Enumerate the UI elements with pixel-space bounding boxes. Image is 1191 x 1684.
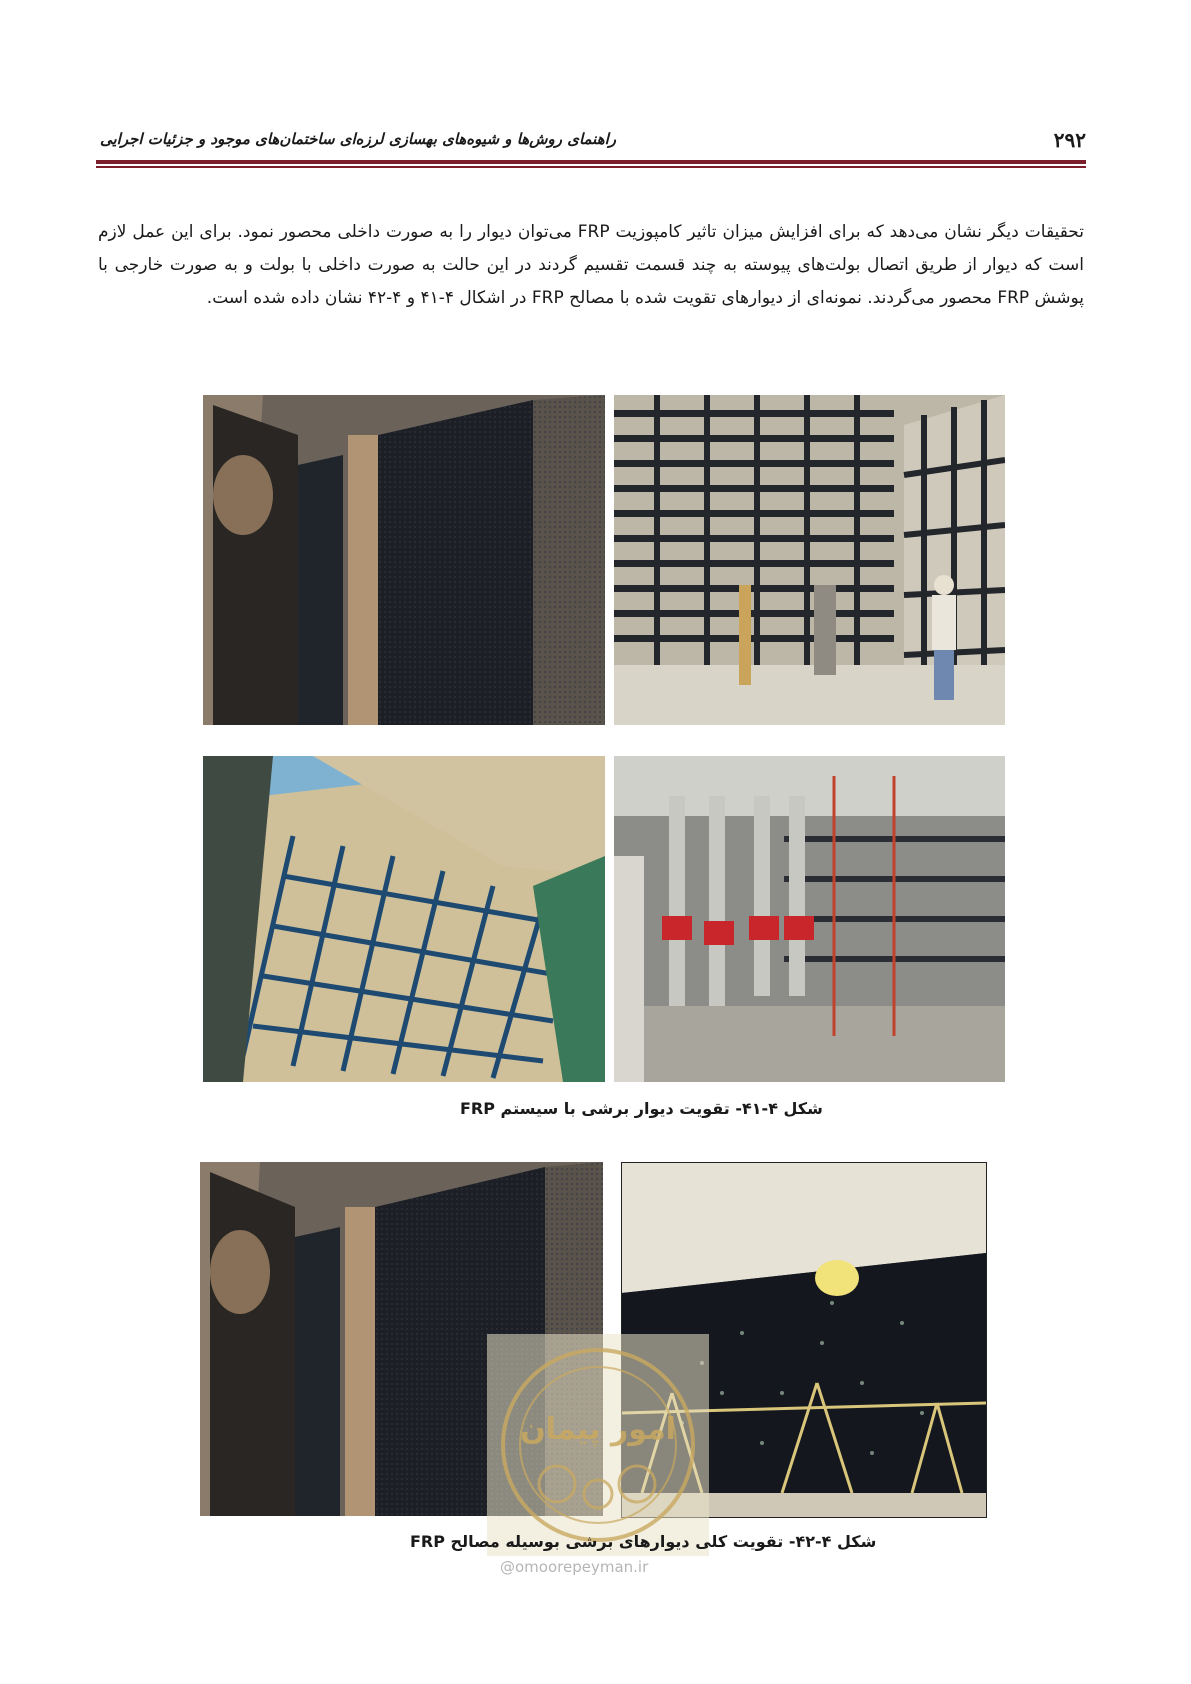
photo-frp-strips-interior — [614, 395, 1005, 725]
body-paragraph: تحقیقات دیگر نشان می‌دهد که برای افزایش میزان تاثیر کامپوزیت FRP می‌توان دیوار را به صورت داخلی محصور نمود. برای این عمل لازم است که دیوار از طریق اتصال بولت‌های پیوسته به چند قسمت تقسیم گردند در این حالت به صورت داخلی با بولت و به صورت خارجی با پوشش FRP محصور می‌گردند. نمونه‌ای از دیوارهای تقویت شده با مصالح FRP در اشکال ۴-۴۱ و ۴-۴۲ نشان داده شده است. — [98, 222, 1084, 308]
photo-frp-pipe-room — [614, 756, 1005, 1082]
page-number: ۲۹۲ — [1053, 128, 1086, 152]
header-rule — [96, 160, 1086, 164]
figure-41-caption: شکل ۴-۴۱- تقویت دیوار برشی با سیستم FRP — [460, 1099, 823, 1118]
svg-text:امور پیمان: امور پیمان — [520, 1412, 676, 1447]
running-title: راهنمای روش‌ها و شیوه‌های بهسازی لرزه‌ای ساختمان‌های موجود و جزئیات اجرایی — [100, 130, 617, 148]
watermark-logo — [487, 1334, 709, 1556]
photo-frp-wall-exterior — [203, 395, 605, 725]
header-rule-thin — [96, 166, 1086, 168]
figure-42-caption: شکل ۴-۴۲- تقویت کلی دیوارهای برشی بوسیله مصالح FRP — [410, 1532, 877, 1551]
page-header — [96, 126, 1086, 156]
watermark-url: @omoorepeyman.ir — [500, 1558, 649, 1576]
photo-frp-grid-facade — [203, 756, 605, 1082]
